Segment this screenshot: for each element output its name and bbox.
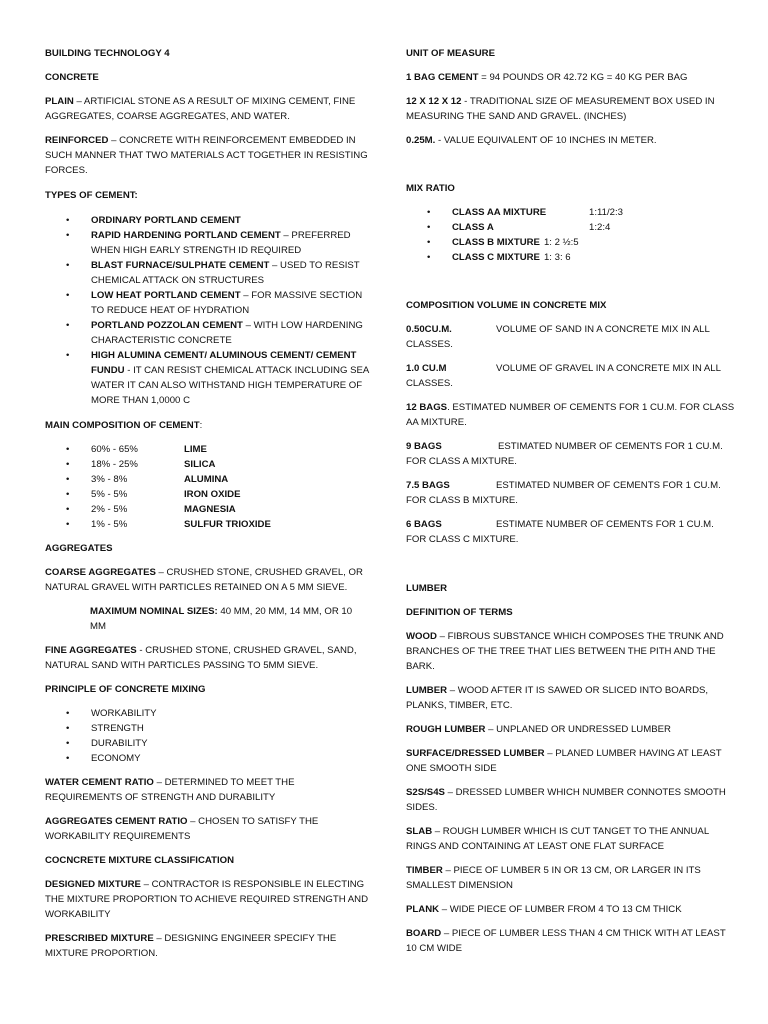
mix-class: CLASS A <box>452 222 494 233</box>
document-title: BUILDING TECHNOLOGY 4 <box>45 48 170 59</box>
section-heading-principle: PRINCIPLE OF CONCRETE MIXING <box>45 684 206 695</box>
left-column <box>45 46 370 970</box>
separator: – <box>187 816 199 827</box>
item-text: FOR MASSIVE SECTION TO REDUCE HEAT OF HYDRATION <box>91 290 363 316</box>
definition-text: FIBROUS SUBSTANCE WHICH COMPOSES THE TRUNK AND BRANCHES OF THE TREE THAT LIES BETWEEN THE PITH AND THE BARK. <box>406 631 724 672</box>
term: LOW HEAT PORTLAND CEMENT <box>91 290 241 301</box>
definition-text: CRUSHED STONE, CRUSHED GRAVEL, OR NATURAL GRAVEL WITH PARTICLES RETAINED ON A 5 MM SIEVE. <box>45 567 363 593</box>
item-text: USED TO RESIST CHEMICAL ATTACK ON STRUCTURES <box>91 260 360 286</box>
definition-text: ROUGH LUMBER WHICH IS CUT TANGET TO THE ANNUAL RINGS AND CONTAINING AT LEAST ONE FLAT SURFACE <box>406 826 709 852</box>
separator: – <box>432 826 443 837</box>
term: BOARD <box>406 928 442 939</box>
term: BLAST FURNACE/SULPHATE CEMENT <box>91 260 270 271</box>
lumber-term <box>406 824 736 854</box>
section-heading-aggregates: AGGREGATES <box>45 543 113 554</box>
percentage: 1% - 5% <box>91 519 128 530</box>
volume-entry <box>406 400 736 430</box>
term: 1.0 CU.M <box>406 363 447 374</box>
separator: – <box>280 230 292 241</box>
definition-meter-value <box>406 133 736 148</box>
list-item <box>45 517 370 532</box>
term: 1 BAG CEMENT <box>406 72 479 83</box>
definition-aggregates-cement-ratio <box>45 814 370 844</box>
separator: – <box>439 904 450 915</box>
list-item: • ECONOMY <box>45 751 370 766</box>
term: 12 X 12 X 12 <box>406 96 462 107</box>
list-item <box>45 472 370 487</box>
definition-text: ESTIMATED NUMBER OF CEMENTS FOR 1 CU.M. FOR CLASS A MIXTURE. <box>406 441 723 467</box>
separator: – <box>485 724 497 735</box>
section-heading-mix-ratio: MIX RATIO <box>406 183 455 194</box>
term: TIMBER <box>406 865 443 876</box>
definition-text: CONCRETE WITH REINFORCEMENT EMBEDDED IN SUCH MANNER THAT TWO MATERIALS ACT TOGETHER IN RESISTING FORCES. <box>45 135 368 176</box>
separator: – <box>544 748 556 759</box>
mix-class: CLASS AA MIXTURE <box>452 207 547 218</box>
term: 7.5 BAGS <box>406 480 450 491</box>
term: WATER CEMENT RATIO <box>45 777 154 788</box>
list-item <box>45 288 370 318</box>
separator: – <box>240 290 252 301</box>
mix-ratio: 1:11/2:3 <box>589 207 623 218</box>
definition-text: ESTIMATE NUMBER OF CEMENTS FOR 1 CU.M. FOR CLASS C MIXTURE. <box>406 519 714 545</box>
definition-coarse-aggregates <box>45 565 370 595</box>
definition-text: VOLUME OF SAND IN A CONCRETE MIX IN ALL CLASSES. <box>406 324 710 350</box>
separator: - <box>124 365 134 376</box>
term: PRESCRIBED MIXTURE <box>45 933 154 944</box>
volume-entry <box>406 361 736 391</box>
term: MAXIMUM NOMINAL SIZES: <box>90 606 218 617</box>
separator: – <box>73 96 84 107</box>
list-item: • STRENGTH <box>45 721 370 736</box>
definition-text: 40 MM, 20 MM, 14 MM, OR 10 MM <box>90 606 353 632</box>
item-text: WITH LOW HARDENING CHARACTERISTIC CONCRETE <box>91 320 363 346</box>
separator: – <box>153 933 165 944</box>
item-text: IT CAN RESIST CHEMICAL ATTACK INCLUDING SEA WATER IT CAN ALSO WITHSTAND HIGH TEMPERATURE OF MORE THAN 1,0000 C <box>91 365 369 406</box>
list-item <box>45 442 370 457</box>
term: 0.50CU.M. <box>406 324 452 335</box>
volume-entry <box>406 517 736 547</box>
list-item <box>45 487 370 502</box>
list-item <box>45 213 370 228</box>
compound: ALUMINA <box>184 474 229 485</box>
volume-entry <box>406 322 736 352</box>
item-text: PREFERRED WHEN HIGH EARLY STRENGTH ID REQUIRED <box>91 230 351 256</box>
term: RAPID HARDENING PORTLAND CEMENT <box>91 230 281 241</box>
term: SLAB <box>406 826 433 837</box>
definition-text: WOOD AFTER IT IS SAWED OR SLICED INTO BOARDS, PLANKS, TIMBER, ETC. <box>406 685 709 711</box>
definition-text: DESIGNING ENGINEER SPECIFY THE MIXTURE PROPORTION. <box>45 933 337 959</box>
list-item <box>45 228 370 258</box>
definition-plain <box>45 94 370 124</box>
list-item <box>406 220 736 235</box>
definition-water-cement-ratio <box>45 775 370 805</box>
compound: SILICA <box>184 459 216 470</box>
principles-list <box>45 706 370 766</box>
definition-text: PLANED LUMBER HAVING AT LEAST ONE SMOOTH SIDE <box>406 748 722 774</box>
mix-ratio: 1:2:4 <box>589 222 611 233</box>
definition-max-nominal-sizes <box>45 604 370 634</box>
lumber-term <box>406 629 736 674</box>
mix-class: CLASS C MIXTURE <box>452 252 540 263</box>
definition-text: VOLUME OF GRAVEL IN A CONCRETE MIX IN ALL CLASSES. <box>406 363 721 389</box>
definition-text: DETERMINED TO MEET THE REQUIREMENTS OF STRENGTH AND DURABILITY <box>45 777 295 803</box>
section-heading-types-of-cement: TYPES OF CEMENT: <box>45 190 138 201</box>
term: ROUGH LUMBER <box>406 724 486 735</box>
term: ORDINARY PORTLAND CEMENT <box>91 215 241 226</box>
lumber-term <box>406 722 736 737</box>
separator: – <box>436 631 448 642</box>
definition-prescribed-mixture <box>45 931 370 961</box>
lumber-term <box>406 683 736 713</box>
term: PLANK <box>406 904 440 915</box>
definition-text: PIECE OF LUMBER LESS THAN 4 CM THICK WITH AT LEAST 10 CM WIDE <box>406 928 726 954</box>
definition-fine-aggregates <box>45 643 370 673</box>
mix-ratio-list <box>406 205 736 265</box>
right-column <box>406 46 736 965</box>
mix-ratio: 1: 3: 6 <box>543 252 571 263</box>
definition-measurement-box <box>406 94 736 124</box>
percentage: 60% - 65% <box>91 444 138 455</box>
separator: = <box>478 72 490 83</box>
lumber-term <box>406 785 736 815</box>
separator: – <box>442 865 454 876</box>
section-heading-concrete: CONCRETE <box>45 72 99 83</box>
compound: IRON OXIDE <box>184 489 241 500</box>
term: REINFORCED <box>45 135 109 146</box>
list-item: • WORKABILITY <box>45 706 370 721</box>
separator: – <box>108 135 120 146</box>
definition-text: ARTIFICIAL STONE AS A RESULT OF MIXING CEMENT, FINE AGGREGATES, COARSE AGGREGATES, AND WATER. <box>45 96 356 122</box>
list-item <box>406 205 736 220</box>
cement-composition-list <box>45 442 370 532</box>
list-item <box>45 502 370 517</box>
section-heading-classification: COCNCRETE MIXTURE CLASSIFICATION <box>45 855 235 866</box>
definition-text: VALUE EQUIVALENT OF 10 INCHES IN METER. <box>443 135 657 146</box>
compound: SULFUR TRIOXIDE <box>184 519 271 530</box>
list-item <box>406 250 736 265</box>
term: AGGREGATES CEMENT RATIO <box>45 816 188 827</box>
cement-types-list <box>45 213 370 408</box>
term: 12 BAGS <box>406 402 448 413</box>
percentage: 18% - 25% <box>91 459 138 470</box>
section-heading-unit-of-measure: UNIT OF MEASURE <box>406 48 496 59</box>
definition-text: 94 POUNDS OR 42.72 KG = 40 KG PER BAG <box>489 72 688 83</box>
term: COARSE AGGREGATES <box>45 567 156 578</box>
compound: MAGNESIA <box>184 504 236 515</box>
separator: – <box>447 685 458 696</box>
lumber-term <box>406 902 736 917</box>
volume-entry <box>406 439 736 469</box>
definition-text: UNPLANED OR UNDRESSED LUMBER <box>496 724 671 735</box>
separator: – <box>140 879 152 890</box>
list-item: • DURABILITY <box>45 736 370 751</box>
list-item <box>406 235 736 250</box>
definition-bag-cement <box>406 70 736 85</box>
term: FINE AGGREGATES <box>45 645 137 656</box>
compound: LIME <box>184 444 207 455</box>
definition-designed-mixture <box>45 877 370 922</box>
lumber-term <box>406 746 736 776</box>
definition-text: PIECE OF LUMBER 5 IN OR 13 CM, OR LARGER IN ITS SMALLEST DIMENSION <box>406 865 701 891</box>
list-item <box>45 457 370 472</box>
list-item <box>45 318 370 348</box>
term: S2S/S4S <box>406 787 445 798</box>
definition-text: CRUSHED STONE, CRUSHED GRAVEL, SAND, NATURAL SAND WITH PARTICLES PASSING TO 5MM SIEVE. <box>45 645 357 671</box>
percentage: 5% - 5% <box>91 489 128 500</box>
term: 9 BAGS <box>406 441 442 452</box>
separator: – <box>155 567 167 578</box>
term: PLAIN <box>45 96 74 107</box>
term: LUMBER <box>406 685 448 696</box>
definition-text: CONTRACTOR IS RESPONSIBLE IN ELECTING THE MIXTURE PROPORTION TO ACHIEVE REQUIRED STRENGTH AND WORKABILITY <box>45 879 369 920</box>
list-item <box>45 258 370 288</box>
separator: - <box>136 645 146 656</box>
definition-text: ESTIMATED NUMBER OF CEMENTS FOR 1 CU.M. FOR CLASS B MIXTURE. <box>406 480 721 506</box>
term: 0.25M. <box>406 135 436 146</box>
section-heading-definition-of-terms: DEFINITION OF TERMS <box>406 607 513 618</box>
term: HIGH ALUMINA CEMENT/ ALUMINOUS CEMENT/ CEMENT FUNDU <box>91 350 357 376</box>
section-heading-main-composition: MAIN COMPOSITION OF CEMENT <box>45 420 200 431</box>
term: WOOD <box>406 631 437 642</box>
list-item <box>45 348 370 408</box>
volume-entry <box>406 478 736 508</box>
separator: - <box>435 135 444 146</box>
section-heading-composition-volume: COMPOSITION VOLUME IN CONCRETE MIX <box>406 300 607 311</box>
definition-text: DRESSED LUMBER WHICH NUMBER CONNOTES SMOOTH SIDES. <box>406 787 726 813</box>
separator: - <box>461 96 470 107</box>
separator: – <box>242 320 254 331</box>
definition-text: TRADITIONAL SIZE OF MEASUREMENT BOX USED IN MEASURING THE SAND AND GRAVEL. (INCHES) <box>406 96 715 122</box>
definition-text: CHOSEN TO SATISFY THE WORKABILITY REQUIREMENTS <box>45 816 319 842</box>
percentage: 3% - 8% <box>91 474 128 485</box>
separator: – <box>444 787 456 798</box>
definition-text: WIDE PIECE OF LUMBER FROM 4 TO 13 CM THICK <box>449 904 682 915</box>
lumber-term <box>406 863 736 893</box>
term: PORTLAND POZZOLAN CEMENT <box>91 320 243 331</box>
lumber-term <box>406 926 736 956</box>
term: DESIGNED MIXTURE <box>45 879 141 890</box>
section-heading-lumber: LUMBER <box>406 583 448 594</box>
term: 6 BAGS <box>406 519 442 530</box>
separator: – <box>269 260 281 271</box>
colon: : <box>199 420 203 431</box>
definition-reinforced <box>45 133 370 178</box>
term: SURFACE/DRESSED LUMBER <box>406 748 545 759</box>
mix-ratio: 1: 2 ½:5 <box>543 237 579 248</box>
separator: – <box>441 928 452 939</box>
percentage: 2% - 5% <box>91 504 128 515</box>
mix-class: CLASS B MIXTURE <box>452 237 540 248</box>
separator: – <box>153 777 165 788</box>
definition-text: . ESTIMATED NUMBER OF CEMENTS FOR 1 CU.M. FOR CLASS AA MIXTURE. <box>406 402 735 428</box>
